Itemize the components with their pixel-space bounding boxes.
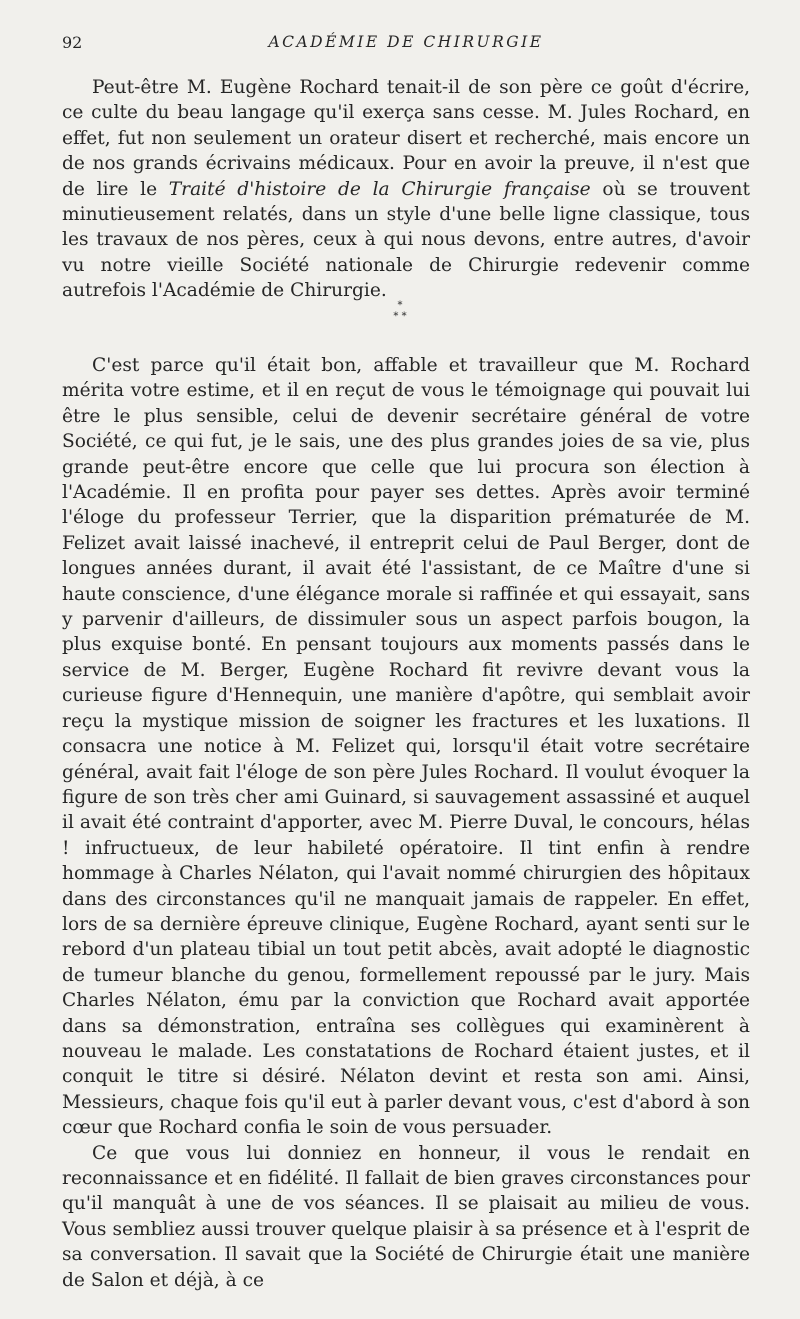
page-header [62, 33, 750, 57]
paragraph-1-block [62, 75, 750, 304]
paragraph-1-text-a: Peut-être M. Eugène Rochard tenait-il de son père ce goût d'écrire, ce culte du beau langage qu'il exerça sans cesse. M. Jules Rochard, en effet, fut non seulement un orateur disert et recherché, mais encore un de nos grands écrivains médicaux. Pour en avoir la preuve, il n'est que de lire le [62, 77, 750, 200]
paragraph-1 [62, 75, 750, 304]
paragraph-2: C'est parce qu'il était bon, affable et travailleur que M. Rochard mérita votre estime, et il en reçut de vous le témoignage qui pouvait lui être le plus sensible, celui de devenir secrétaire général de votre Société, ce qui fut, je le sais, une des plus grandes joies de sa vie, plus grande peut-être encore que celle que lui procura son élection à l'Académie. Il en profita pour payer ses dettes. Après avoir terminé l'éloge du professeur Terrier, que la disparition prématurée de M. Felizet avait laissé inachevé, il entreprit celui de Paul Berger, dont de longues années durant, il avait été l'assistant, de ce Maître d'une si haute conscience, d'une élégance morale si raffinée et qui essayait, sans y parvenir d'ailleurs, de dissimuler sous un aspect parfois bougon, la plus exquise bonté. En pensant toujours aux moments passés dans le service de M. Berger, Eugène Rochard fit revivre devant vous la curieuse figure d'Hennequin, une manière d'apôtre, qui semblait avoir reçu la mystique mission de soigner les fractures et les luxations. Il consacra une notice à M. Felizet qui, lorsqu'il était votre secrétaire général, avait fait l'éloge de son père Jules Rochard. Il voulut évoquer la figure de son très cher ami Guinard, si sauvagement assassiné et auquel il avait été contraint d'apporter, avec M. Pierre Duval, le concours, hélas ! infructueux, de leur habileté opératoire. Il tint enfin à rendre hommage à Charles Nélaton, qui l'avait nommé chirurgien des hôpitaux dans des circonstances qu'il ne manquait jamais de rappeler. En effet, lors de sa dernière épreuve clinique, Eugène Rochard, ayant senti sur le rebord d'un plateau tibial un tout petit abcès, avait adopté le diagnostic de tumeur blanche du genou, formellement repoussé par le jury. Mais Charles Nélaton, ému par la conviction que Rochard avait apportée dans sa démonstration, entraîna ses collègues qui examinèrent à nouveau le malade. Les constatations de Rochard étaient justes, et il conquit le titre si désiré. Nélaton devint et resta son ami. Ainsi, Messieurs, chaque fois qu'il eut à parler devant vous, c'est d'abord à son cœur que Rochard confia le soin de vous persuader. [62, 355, 750, 1139]
running-title: ACADÉMIE DE CHIRURGIE [268, 33, 544, 51]
asterism-bottom: * * [393, 311, 407, 322]
asterism-top: * [397, 300, 403, 311]
paragraph-2-3-block [62, 353, 750, 1293]
book-title: Traité d'histoire de la Chirurgie française [168, 178, 591, 200]
paragraph-3: Ce que vous lui donniez en honneur, il vous le rendait en reconnaissance et en fidélité. Il fallait de bien graves circonstances pour qu'il manquât à une de vos séances. Il se plaisait au milieu de vous. Vous sembliez aussi trouver quelque plaisir à sa présence et à l'esprit de sa conversation. Il savait que la Société de Chirurgie était une manière de Salon et déjà, à ce [62, 1142, 750, 1291]
paragraph-1-text-b: où se trouvent minutieusement relatés, dans un style d'une belle ligne classique, tous les travaux de nos pères, ceux à qui nous devons, entre autres, d'avoir vu notre vieille Société nationale de Chirurgie redevenir comme autrefois l'Académie de Chirurgie. [62, 178, 750, 302]
section-separator [360, 300, 440, 322]
page-number: 92 [62, 33, 83, 52]
